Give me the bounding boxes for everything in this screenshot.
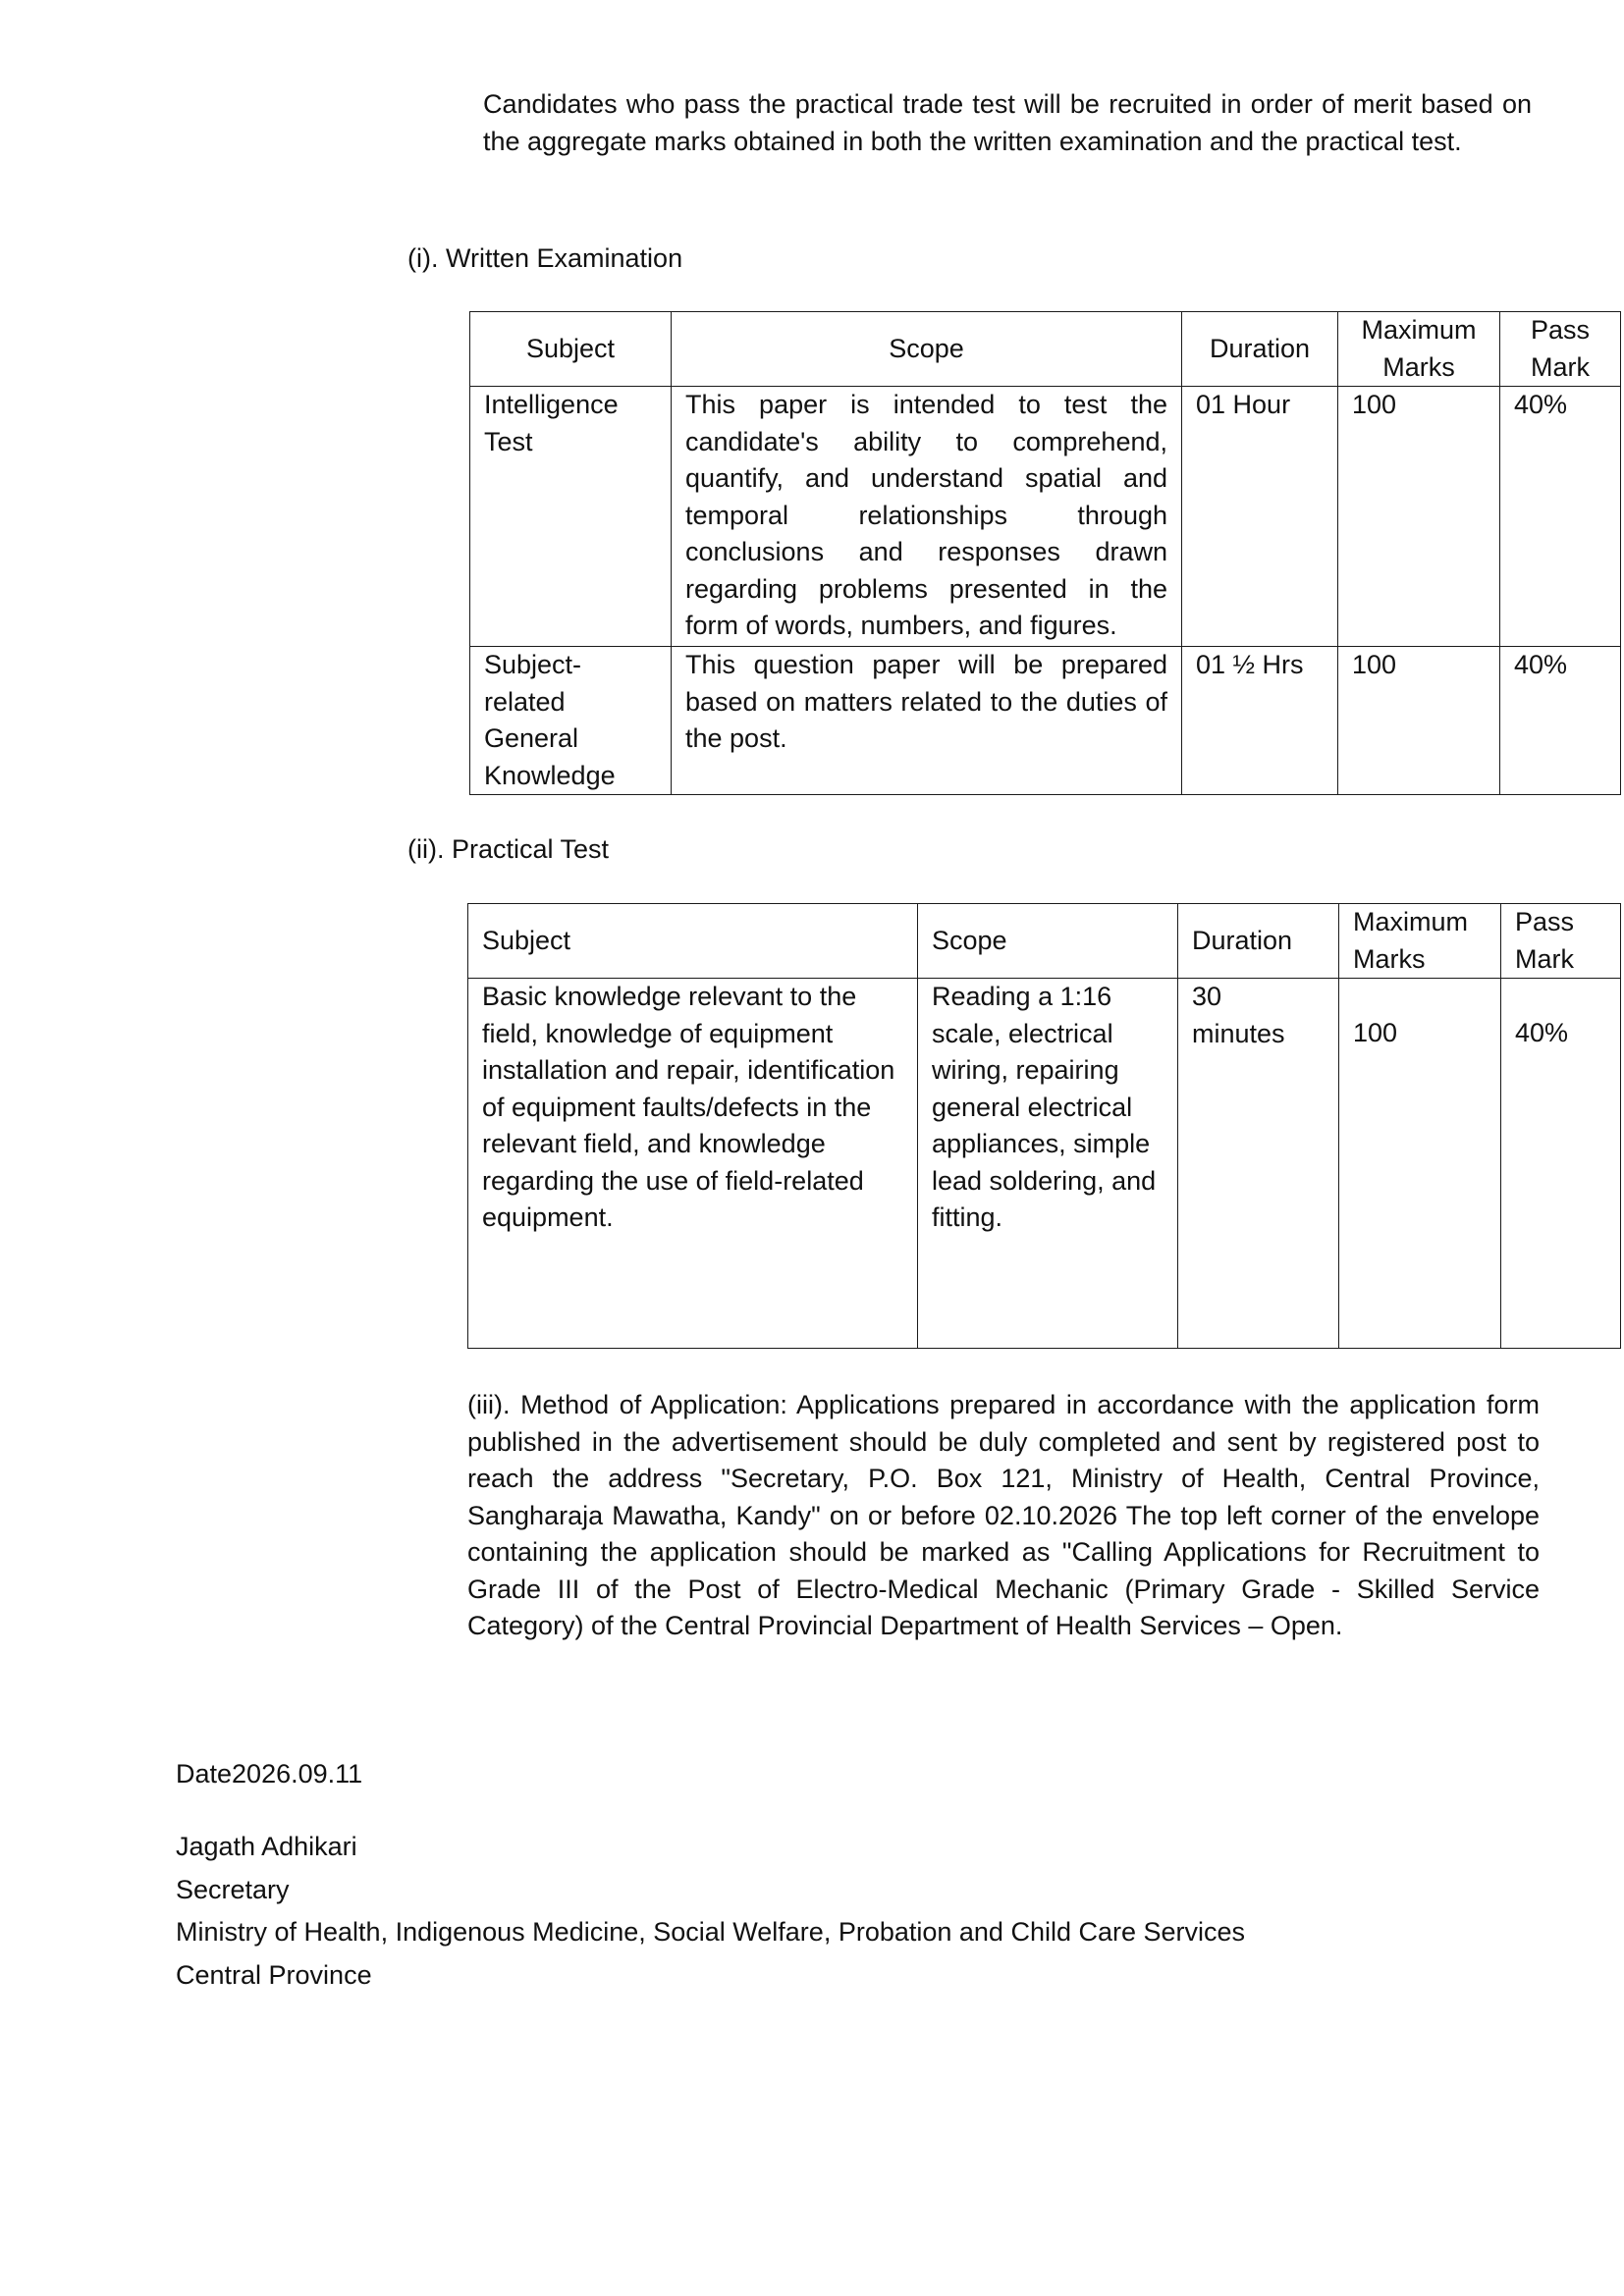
header-pass-mark: Pass Mark: [1501, 904, 1621, 979]
practical-test-table: [467, 903, 1621, 1349]
cell-duration: 30 minutes: [1178, 979, 1339, 1349]
cell-duration: 01 ½ Hrs: [1182, 647, 1338, 795]
cell-subject: Intelligence Test: [470, 387, 672, 647]
intro-paragraph: Candidates who pass the practical trade test will be recruited in order of merit based on the aggregate marks obtained in both the written examination and the practical test.: [483, 89, 1532, 156]
signatory-name: Jagath Adhikari: [176, 1832, 357, 1861]
cell-scope: This paper is intended to test the candidate's ability to comprehend, quantify, and understand spatial and temporal relationships through conclusions and responses drawn regarding problems presented in the form of words, numbers, and figures.: [672, 387, 1182, 647]
cell-pass-mark: 40%: [1501, 979, 1621, 1349]
cell-scope: This question paper will be prepared based on matters related to the duties of the post.: [672, 647, 1182, 795]
cell-pass-mark: 40%: [1500, 387, 1621, 647]
table-row: [468, 979, 1621, 1349]
signature-block: [176, 1826, 1245, 1997]
signatory-title: Secretary: [176, 1874, 290, 1904]
header-max-marks: Maximum Marks: [1339, 904, 1501, 979]
method-of-application-paragraph: (iii). Method of Application: Applications prepared in accordance with the application form published in the advertisement should be duly completed and sent by registered post to reach the address "Secretary, P.O. Box 121, Ministry of Health, Central Province, Sangharaja Mawatha, Kandy" on or before 02.10.2026 The top left corner of the envelope containing the application should be marked as "Calling Applications for Recruitment to Grade III of the Post of Electro-Medical Mechanic (Primary Grade - Skilled Service Category) of the Central Provincial Department of Health Services – Open.: [467, 1390, 1540, 1640]
cell-pass-mark: 40%: [1500, 647, 1621, 795]
header-pass-mark: Pass Mark: [1500, 312, 1621, 387]
cell-max-marks: 100: [1338, 387, 1500, 647]
province-name: Central Province: [176, 1959, 372, 1990]
ministry-name: Ministry of Health, Indigenous Medicine, Social Welfare, Probation and Child Care Services: [176, 1917, 1246, 1947]
table-header-row: [468, 904, 1621, 979]
table-row: [470, 647, 1621, 795]
header-subject: Subject: [470, 312, 672, 387]
header-scope: Scope: [672, 312, 1182, 387]
header-scope: Scope: [918, 904, 1178, 979]
header-duration: Duration: [1178, 904, 1339, 979]
written-exam-heading: (i). Written Examination: [407, 243, 683, 273]
table-row: [470, 387, 1621, 647]
table-header-row: [470, 312, 1621, 387]
cell-subject: Subject-related General Knowledge: [470, 647, 672, 795]
written-exam-table: [469, 311, 1621, 795]
cell-max-marks: 100: [1338, 647, 1500, 795]
header-duration: Duration: [1182, 312, 1338, 387]
cell-subject: Basic knowledge relevant to the field, knowledge of equipment installation and repair, identification of equipment faults/defects in the relevant field, and knowledge regarding the use of field-related equipment.: [468, 979, 918, 1349]
cell-scope: Reading a 1:16 scale, electrical wiring, repairing general electrical appliances, simple lead soldering, and fitting.: [918, 979, 1178, 1349]
cell-duration: 01 Hour: [1182, 387, 1338, 647]
date-line: Date2026.09.11: [176, 1759, 363, 1789]
practical-test-heading: (ii). Practical Test: [407, 834, 610, 864]
header-max-marks: Maximum Marks: [1338, 312, 1500, 387]
cell-max-marks: 100: [1339, 979, 1501, 1349]
header-subject: Subject: [468, 904, 918, 979]
